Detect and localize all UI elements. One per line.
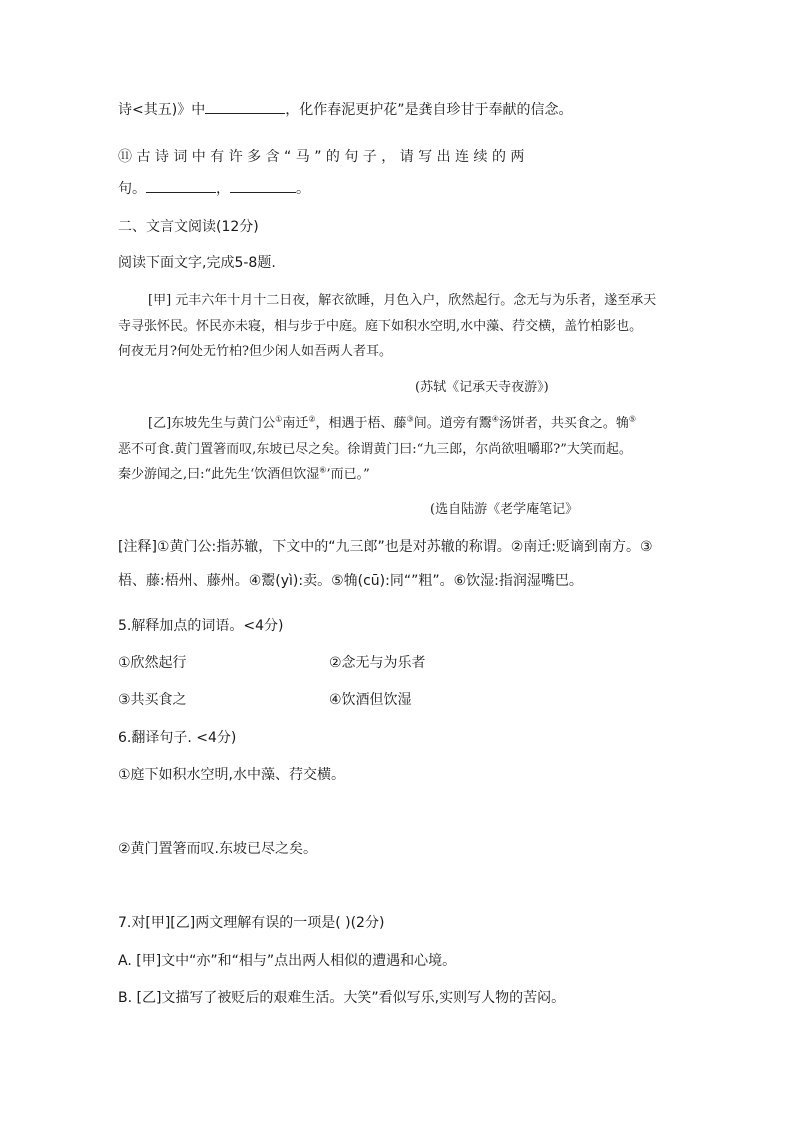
yi-line-2: 恶不可食.黄门置箸而叹,东坡已尽之矣。徐谓黄门曰:“九三郎，尔尚欲咀嚼耶?”大笑而起。	[118, 442, 632, 457]
poem-text-b: ，化作春泥更护花”是龚自珍甘于奉献的信念。	[285, 102, 573, 118]
q6-sentence-2: ②黄门置箸而叹.东坡已尽之矣。	[118, 841, 318, 857]
jia-line-2: 寺寻张怀民。怀民亦未寝，相与步于中庭。庭下如积水空明,水中藻、荇交横，盖竹柏影也。	[118, 319, 643, 334]
q6-sentence-1: ①庭下如积水空明,水中藻、荇交横。	[118, 767, 346, 783]
jia-line-3: 何夜无月?何处无竹柏?但少闲人如吾两人者耳。	[118, 344, 392, 359]
footnote-marker: ①	[275, 414, 283, 424]
yi-line-1	[148, 412, 636, 431]
question-7-title: 7.对[甲][乙]两文理解有误的一项是( )(2分)	[118, 915, 385, 931]
q5-item-1: ①欣然起行	[118, 655, 187, 671]
q5-item-3: ③共买食之	[118, 692, 187, 708]
yi-text: 秦少游闻之,曰:“此先生‘饮酒但饮湿	[118, 467, 320, 482]
footnote-marker: ⑥	[319, 465, 327, 475]
yi-line-3	[118, 463, 370, 482]
yi-text: 汤饼者，共买食之。觕	[498, 416, 629, 431]
yi-source: (选自陆游《老学庵笔记》	[430, 502, 579, 517]
q5-item-4: ④饮酒但饮湿	[329, 692, 412, 708]
notes-line-2: 梧、藤:梧州、藤州。④鬻(yì):卖。⑤觕(cū):同“”粗”。⑥饮湿:指润湿嘴巴。	[118, 573, 583, 589]
footnote-marker: ④	[491, 414, 499, 424]
yi-text: [乙]东坡先生与黄门公	[148, 416, 276, 431]
jia-source: (苏轼《记承天寺夜游》)	[415, 380, 549, 395]
yi-text: ’而已。”	[326, 467, 370, 482]
jia-line-1: [甲] 元丰六年十月十二日夜，解衣欲睡，月色入户，欣然起行。念无与为乐者，遂至承天	[148, 293, 657, 308]
answer-blank[interactable]	[205, 101, 285, 114]
yi-text: ，相遇于梧、藤	[315, 416, 407, 431]
answer-blank[interactable]	[230, 180, 296, 193]
q7-option-b[interactable]: B. [乙]文描写了被贬后的艰难生活。大笑”看似写乐,实则写人物的苦闷。	[118, 990, 566, 1006]
yi-text: 间。道旁有鬻	[413, 416, 492, 431]
q11-sep: ，	[216, 181, 230, 197]
poem-text-a: 诗<其五)》中	[118, 102, 206, 118]
footnote-marker: ③	[406, 414, 414, 424]
section-heading: 二、文言文阅读(12分)	[118, 219, 259, 235]
question-11-blanks	[118, 178, 310, 198]
question-5-title: 5.解释加点的词语。<4分)	[118, 618, 284, 634]
question-6-title: 6.翻译句子. <4分)	[118, 730, 237, 746]
footnote-marker: ⑤	[628, 414, 637, 424]
q11-end: 。	[296, 181, 310, 197]
q5-item-2: ②念无与为乐者	[329, 655, 426, 671]
answer-blank[interactable]	[146, 180, 216, 193]
notes-line-1: [注释]①黄门公:指苏辙，下文中的“九三郎”也是对苏辙的称谓。②南迁:贬谪到南方。③	[118, 539, 653, 555]
yi-text: 南迁	[282, 416, 309, 431]
q7-option-a[interactable]: A. [甲]文中“亦”和“相与”点出两人相似的遭遇和心境。	[118, 953, 457, 969]
section-instruction: 阅读下面文字,完成5-8题.	[118, 255, 276, 271]
question-11: ⑪ 古 诗 词 中 有 许 多 含 “ 马 ” 的 句 子 ， 请 写 出 连 续 的 两	[118, 149, 525, 165]
poem-fill-line	[118, 99, 572, 119]
footnote-marker: ②	[308, 414, 316, 424]
q11-prefix: 句。	[118, 181, 146, 197]
